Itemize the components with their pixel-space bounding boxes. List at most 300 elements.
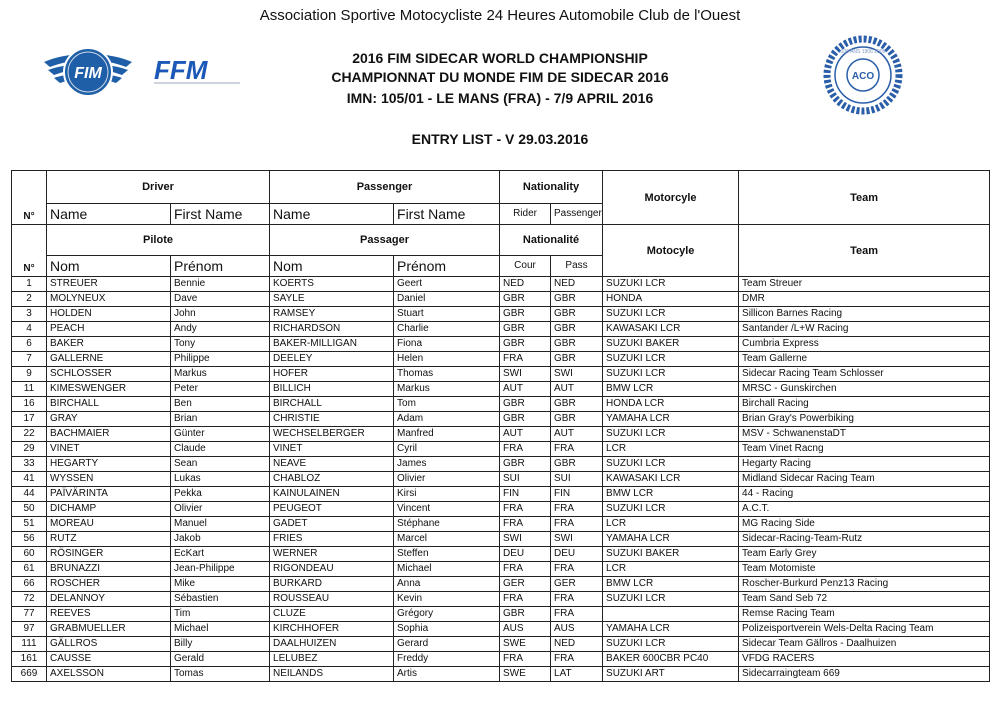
entry-number-cell: 6 — [12, 337, 47, 352]
entry-number-cell: 4 — [12, 322, 47, 337]
table-row — [12, 532, 990, 547]
table-row — [12, 577, 990, 592]
driver-name-cell: PEACH — [47, 322, 171, 337]
table-row — [12, 547, 990, 562]
passenger-name-cell: LELUBEZ — [270, 652, 394, 667]
nat-pass-header: Pass — [551, 256, 603, 277]
passenger-nationality-cell: FRA — [551, 502, 603, 517]
entry-number-cell: 7 — [12, 352, 47, 367]
nat-passenger-header: Passenger — [551, 204, 603, 225]
entry-number-cell: 161 — [12, 652, 47, 667]
passenger-nationality-cell: FRA — [551, 652, 603, 667]
pilote-prenom-header: Prénom — [171, 256, 270, 277]
driver-name-cell: DELANNOY — [47, 592, 171, 607]
entry-list-version: ENTRY LIST - V 29.03.2016 — [411, 131, 589, 147]
rider-nationality-cell: AUT — [500, 382, 551, 397]
driver-name-cell: HEGARTY — [47, 457, 171, 472]
rider-nationality-cell: FRA — [500, 517, 551, 532]
svg-text:100 ANS 1906 2006: 100 ANS 1906 2006 — [840, 49, 886, 55]
driver-name-cell: MOREAU — [47, 517, 171, 532]
entry-number-cell: 2 — [12, 292, 47, 307]
driver-name-cell: DICHAMP — [47, 502, 171, 517]
rider-nationality-cell: GBR — [500, 607, 551, 622]
table-row — [12, 382, 990, 397]
table-row — [12, 502, 990, 517]
rider-nationality-cell: SUI — [500, 472, 551, 487]
table-row — [12, 412, 990, 427]
driver-first-name-cell: Dave — [171, 292, 270, 307]
driver-first-name-cell: Lukas — [171, 472, 270, 487]
passenger-first-name-cell: Charlie — [394, 322, 500, 337]
title-en: 2016 FIM SIDECAR WORLD CHAMPIONSHIP — [352, 50, 648, 66]
svg-text:FFM: FFM — [154, 55, 208, 85]
entries-body — [12, 277, 990, 682]
passenger-first-name-cell: Anna — [394, 577, 500, 592]
passenger-first-name-cell: Vincent — [394, 502, 500, 517]
passenger-first-name-cell: Thomas — [394, 367, 500, 382]
table-row — [12, 337, 990, 352]
passenger-nationality-cell: AUS — [551, 622, 603, 637]
passenger-nationality-cell: GBR — [551, 337, 603, 352]
entry-number-cell: 60 — [12, 547, 47, 562]
passenger-name-cell: KIRCHHOFER — [270, 622, 394, 637]
motorcycle-cell: LCR — [603, 442, 739, 457]
driver-name-cell: RÖSINGER — [47, 547, 171, 562]
team-cell: MG Racing Side — [739, 517, 990, 532]
passenger-name-cell: RIGONDEAU — [270, 562, 394, 577]
rider-nationality-cell: GBR — [500, 457, 551, 472]
team-cell: Team Streuer — [739, 277, 990, 292]
driver-first-name-cell: Sean — [171, 457, 270, 472]
rider-nationality-cell: FRA — [500, 352, 551, 367]
driver-first-name-cell: John — [171, 307, 270, 322]
team-cell: Team Vinet Racng — [739, 442, 990, 457]
rider-nationality-cell: FRA — [500, 442, 551, 457]
pilote-nom-header: Nom — [47, 256, 171, 277]
motorcycle-cell: SUZUKI LCR — [603, 277, 739, 292]
nat-cour-header: Cour — [500, 256, 551, 277]
entry-number-cell: 3 — [12, 307, 47, 322]
team-cell: Team Sand Seb 72 — [739, 592, 990, 607]
driver-first-name-cell: Michael — [171, 622, 270, 637]
motorcycle-cell: SUZUKI LCR — [603, 352, 739, 367]
driver-name-cell: BAKER — [47, 337, 171, 352]
passenger-name-cell: ROUSSEAU — [270, 592, 394, 607]
team-cell: MRSC - Gunskirchen — [739, 382, 990, 397]
passenger-nationality-cell: GER — [551, 577, 603, 592]
driver-name-cell: PAÏVÄRINTA — [47, 487, 171, 502]
driver-first-name-cell: Claude — [171, 442, 270, 457]
svg-text:FIM: FIM — [74, 65, 102, 82]
passenger-first-name-cell: Daniel — [394, 292, 500, 307]
driver-header: Driver — [47, 171, 270, 204]
driver-name-cell: KIMESWENGER — [47, 382, 171, 397]
passenger-first-name-cell: Grégory — [394, 607, 500, 622]
rider-nationality-cell: FRA — [500, 562, 551, 577]
title-fr: CHAMPIONNAT DU MONDE FIM DE SIDECAR 2016 — [331, 69, 669, 85]
motorcycle-cell: BMW LCR — [603, 577, 739, 592]
svg-text:ACO: ACO — [851, 71, 875, 82]
motorcycle-cell: YAMAHA LCR — [603, 622, 739, 637]
passenger-name-cell: GADET — [270, 517, 394, 532]
passenger-first-name-cell: Kirsi — [394, 487, 500, 502]
passenger-nationality-cell: FRA — [551, 592, 603, 607]
motorcycle-cell — [603, 607, 739, 622]
table-row — [12, 472, 990, 487]
passenger-first-name-cell: Sophia — [394, 622, 500, 637]
header-row-en-top — [12, 171, 990, 204]
entry-number-cell: 41 — [12, 472, 47, 487]
motorcycle-cell: HONDA — [603, 292, 739, 307]
table-row — [12, 607, 990, 622]
driver-first-name-header: First Name — [171, 204, 270, 225]
rider-nationality-cell: DEU — [500, 547, 551, 562]
passenger-first-name-cell: James — [394, 457, 500, 472]
driver-first-name-cell: EcKart — [171, 547, 270, 562]
passenger-nationality-cell: AUT — [551, 382, 603, 397]
team-cell: Birchall Racing — [739, 397, 990, 412]
passenger-name-cell: DEELEY — [270, 352, 394, 367]
table-row — [12, 667, 990, 682]
rider-nationality-cell: GBR — [500, 397, 551, 412]
passenger-first-name-header: First Name — [394, 204, 500, 225]
entry-number-cell: 11 — [12, 382, 47, 397]
table-row — [12, 397, 990, 412]
motorcycle-cell: SUZUKI LCR — [603, 427, 739, 442]
rider-nationality-cell: AUT — [500, 427, 551, 442]
table-row — [12, 442, 990, 457]
team-cell: Team Gallerne — [739, 352, 990, 367]
passenger-name-cell: CHRISTIE — [270, 412, 394, 427]
rider-nationality-cell: GBR — [500, 412, 551, 427]
passenger-name-cell: PEUGEOT — [270, 502, 394, 517]
nationalite-header: Nationalité — [500, 225, 603, 256]
rider-nationality-cell: GBR — [500, 292, 551, 307]
driver-name-cell: AXELSSON — [47, 667, 171, 682]
driver-name-header: Name — [47, 204, 171, 225]
rider-nationality-cell: FRA — [500, 652, 551, 667]
motorcycle-cell: SUZUKI LCR — [603, 502, 739, 517]
passenger-name-cell: RICHARDSON — [270, 322, 394, 337]
passenger-name-cell: KAINULAINEN — [270, 487, 394, 502]
team-cell: Team Motomiste — [739, 562, 990, 577]
team-cell: 44 - Racing — [739, 487, 990, 502]
rider-nationality-cell: GER — [500, 577, 551, 592]
table-row — [12, 592, 990, 607]
driver-first-name-cell: Sébastien — [171, 592, 270, 607]
rider-nationality-cell: GBR — [500, 337, 551, 352]
table-row — [12, 427, 990, 442]
entry-number-cell: 111 — [12, 637, 47, 652]
driver-name-cell: MOLYNEUX — [47, 292, 171, 307]
passenger-header: Passenger — [270, 171, 500, 204]
passenger-nationality-cell: GBR — [551, 352, 603, 367]
table-row — [12, 277, 990, 292]
motorcycle-cell: LCR — [603, 562, 739, 577]
team-cell: Brian Gray's Powerbiking — [739, 412, 990, 427]
driver-first-name-cell: Tomas — [171, 667, 270, 682]
passenger-first-name-cell: Markus — [394, 382, 500, 397]
rider-nationality-cell: NED — [500, 277, 551, 292]
driver-first-name-cell: Ben — [171, 397, 270, 412]
passenger-first-name-cell: Kevin — [394, 592, 500, 607]
passenger-nationality-cell: FIN — [551, 487, 603, 502]
passenger-nationality-cell: SWI — [551, 367, 603, 382]
rider-nationality-cell: SWI — [500, 367, 551, 382]
motorcycle-cell: BMW LCR — [603, 382, 739, 397]
passenger-nationality-cell: FRA — [551, 607, 603, 622]
rider-nationality-cell: FRA — [500, 592, 551, 607]
rider-nationality-cell: GBR — [500, 307, 551, 322]
motorcycle-cell: SUZUKI BAKER — [603, 337, 739, 352]
motorcycle-cell: SUZUKI LCR — [603, 637, 739, 652]
team-cell: Sidecarraingteam 669 — [739, 667, 990, 682]
passenger-first-name-cell: Geert — [394, 277, 500, 292]
team-cell: Cumbria Express — [739, 337, 990, 352]
passenger-first-name-cell: Gerard — [394, 637, 500, 652]
driver-name-cell: GALLERNE — [47, 352, 171, 367]
team-cell: MSV - SchwanenstaDT — [739, 427, 990, 442]
rider-nationality-cell: AUS — [500, 622, 551, 637]
entry-number-cell: 16 — [12, 397, 47, 412]
ffm-logo — [150, 55, 246, 89]
table-row — [12, 352, 990, 367]
motorcycle-cell: YAMAHA LCR — [603, 412, 739, 427]
passenger-first-name-cell: Stéphane — [394, 517, 500, 532]
passenger-first-name-cell: Tom — [394, 397, 500, 412]
driver-name-cell: RUTZ — [47, 532, 171, 547]
motorcycle-cell: SUZUKI LCR — [603, 457, 739, 472]
motorcycle-cell: LCR — [603, 517, 739, 532]
driver-first-name-cell: Billy — [171, 637, 270, 652]
passenger-name-cell: VINET — [270, 442, 394, 457]
entry-number-cell: 9 — [12, 367, 47, 382]
passenger-name-cell: BIRCHALL — [270, 397, 394, 412]
driver-first-name-cell: Günter — [171, 427, 270, 442]
motorcycle-cell: SUZUKI LCR — [603, 307, 739, 322]
table-row — [12, 292, 990, 307]
passager-header: Passager — [270, 225, 500, 256]
passenger-name-header: Name — [270, 204, 394, 225]
driver-first-name-cell: Mike — [171, 577, 270, 592]
passenger-name-cell: SAYLE — [270, 292, 394, 307]
passenger-nationality-cell: NED — [551, 637, 603, 652]
motorcycle-cell: HONDA LCR — [603, 397, 739, 412]
passenger-name-cell: BAKER-MILLIGAN — [270, 337, 394, 352]
entry-number-cell: 22 — [12, 427, 47, 442]
driver-first-name-cell: Philippe — [171, 352, 270, 367]
driver-name-cell: GÄLLROS — [47, 637, 171, 652]
passenger-first-name-cell: Manfred — [394, 427, 500, 442]
motorcycle-cell: KAWASAKI LCR — [603, 472, 739, 487]
driver-first-name-cell: Pekka — [171, 487, 270, 502]
driver-name-cell: REEVES — [47, 607, 171, 622]
motorcycle-cell: YAMAHA LCR — [603, 532, 739, 547]
driver-first-name-cell: Peter — [171, 382, 270, 397]
passenger-nationality-cell: GBR — [551, 457, 603, 472]
passenger-nationality-cell: NED — [551, 277, 603, 292]
entry-number-cell: 66 — [12, 577, 47, 592]
driver-name-cell: GRAY — [47, 412, 171, 427]
driver-name-cell: ROSCHER — [47, 577, 171, 592]
passenger-nationality-cell: GBR — [551, 307, 603, 322]
driver-first-name-cell: Jean-Philippe — [171, 562, 270, 577]
rider-nationality-cell: FRA — [500, 502, 551, 517]
passenger-first-name-cell: Steffen — [394, 547, 500, 562]
entry-list-table — [11, 170, 990, 682]
driver-first-name-cell: Jakob — [171, 532, 270, 547]
motorcycle-cell: SUZUKI LCR — [603, 367, 739, 382]
passenger-first-name-cell: Michael — [394, 562, 500, 577]
driver-name-cell: HOLDEN — [47, 307, 171, 322]
passenger-first-name-cell: Cyril — [394, 442, 500, 457]
driver-name-cell: SCHLOSSER — [47, 367, 171, 382]
table-row — [12, 487, 990, 502]
passenger-nationality-cell: GBR — [551, 397, 603, 412]
passenger-first-name-cell: Adam — [394, 412, 500, 427]
pilote-header: Pilote — [47, 225, 270, 256]
table-row — [12, 457, 990, 472]
passenger-name-cell: BURKARD — [270, 577, 394, 592]
table-row — [12, 517, 990, 532]
header-row-fr-top — [12, 225, 990, 256]
passenger-first-name-cell: Fiona — [394, 337, 500, 352]
passenger-name-cell: BILLICH — [270, 382, 394, 397]
passenger-nationality-cell: FRA — [551, 517, 603, 532]
driver-name-cell: CAUSSE — [47, 652, 171, 667]
motorcycle-cell: KAWASAKI LCR — [603, 322, 739, 337]
driver-first-name-cell: Markus — [171, 367, 270, 382]
passenger-first-name-cell: Stuart — [394, 307, 500, 322]
passenger-name-cell: NEILANDS — [270, 667, 394, 682]
rider-nationality-cell: SWI — [500, 532, 551, 547]
entry-number-cell: 72 — [12, 592, 47, 607]
table-row — [12, 307, 990, 322]
passenger-nationality-cell: AUT — [551, 427, 603, 442]
passenger-first-name-cell: Artis — [394, 667, 500, 682]
passenger-name-cell: CLUZE — [270, 607, 394, 622]
no-header: N° — [12, 171, 47, 225]
entry-number-cell: 44 — [12, 487, 47, 502]
passenger-name-cell: FRIES — [270, 532, 394, 547]
motorcycle-cell: SUZUKI ART — [603, 667, 739, 682]
driver-first-name-cell: Manuel — [171, 517, 270, 532]
team-cell: A.C.T. — [739, 502, 990, 517]
entry-number-cell: 97 — [12, 622, 47, 637]
passenger-name-cell: HOFER — [270, 367, 394, 382]
team-cell: Sillicon Barnes Racing — [739, 307, 990, 322]
passenger-nationality-cell: DEU — [551, 547, 603, 562]
rider-nationality-cell: SWE — [500, 637, 551, 652]
team-cell: Sidecar Team Gällros - Daalhuizen — [739, 637, 990, 652]
entry-number-cell: 29 — [12, 442, 47, 457]
driver-first-name-cell: Bennie — [171, 277, 270, 292]
table-row — [12, 652, 990, 667]
passenger-nationality-cell: LAT — [551, 667, 603, 682]
fim-logo — [42, 40, 134, 106]
entry-number-cell: 50 — [12, 502, 47, 517]
motocyle-header: Motocyle — [603, 225, 739, 277]
entry-number-cell: 61 — [12, 562, 47, 577]
team-cell: Hegarty Racing — [739, 457, 990, 472]
driver-first-name-cell: Tony — [171, 337, 270, 352]
passenger-name-cell: CHABLOZ — [270, 472, 394, 487]
passenger-name-cell: NEAVE — [270, 457, 394, 472]
motorcycle-cell: BAKER 600CBR PC40 — [603, 652, 739, 667]
team-cell: Team Early Grey — [739, 547, 990, 562]
driver-first-name-cell: Olivier — [171, 502, 270, 517]
passenger-nationality-cell: SWI — [551, 532, 603, 547]
passenger-nationality-cell: GBR — [551, 322, 603, 337]
team-header-fr: Team — [739, 225, 990, 277]
passenger-nationality-cell: GBR — [551, 412, 603, 427]
passenger-nationality-cell: SUI — [551, 472, 603, 487]
driver-first-name-cell: Brian — [171, 412, 270, 427]
passenger-name-cell: DAALHUIZEN — [270, 637, 394, 652]
driver-name-cell: BACHMAIER — [47, 427, 171, 442]
passenger-name-cell: WERNER — [270, 547, 394, 562]
team-cell: DMR — [739, 292, 990, 307]
entry-number-cell: 669 — [12, 667, 47, 682]
driver-first-name-cell: Gerald — [171, 652, 270, 667]
driver-first-name-cell: Andy — [171, 322, 270, 337]
motorcycle-cell: SUZUKI BAKER — [603, 547, 739, 562]
team-cell: Sidecar Racing Team Schlosser — [739, 367, 990, 382]
passenger-name-cell: WECHSELBERGER — [270, 427, 394, 442]
entry-number-cell: 77 — [12, 607, 47, 622]
driver-name-cell: STREUER — [47, 277, 171, 292]
team-cell: Santander /L+W Racing — [739, 322, 990, 337]
driver-name-cell: VINET — [47, 442, 171, 457]
motorcycle-cell: SUZUKI LCR — [603, 592, 739, 607]
table-row — [12, 322, 990, 337]
passenger-first-name-cell: Olivier — [394, 472, 500, 487]
driver-name-cell: WYSSEN — [47, 472, 171, 487]
passenger-first-name-cell: Helen — [394, 352, 500, 367]
nat-rider-header: Rider — [500, 204, 551, 225]
passenger-first-name-cell: Marcel — [394, 532, 500, 547]
passager-prenom-header: Prénom — [394, 256, 500, 277]
table-row — [12, 622, 990, 637]
passenger-name-cell: KOERTS — [270, 277, 394, 292]
passenger-nationality-cell: FRA — [551, 442, 603, 457]
team-cell: Sidecar-Racing-Team-Rutz — [739, 532, 990, 547]
table-row — [12, 637, 990, 652]
team-cell: VFDG RACERS — [739, 652, 990, 667]
rider-nationality-cell: SWE — [500, 667, 551, 682]
entry-number-cell: 56 — [12, 532, 47, 547]
driver-name-cell: BRUNAZZI — [47, 562, 171, 577]
passenger-nationality-cell: GBR — [551, 292, 603, 307]
passenger-first-name-cell: Freddy — [394, 652, 500, 667]
rider-nationality-cell: GBR — [500, 322, 551, 337]
passenger-nationality-cell: FRA — [551, 562, 603, 577]
entry-number-cell: 1 — [12, 277, 47, 292]
driver-name-cell: GRABMUELLER — [47, 622, 171, 637]
motorcycle-cell: BMW LCR — [603, 487, 739, 502]
no-header-fr: N° — [12, 225, 47, 277]
table-row — [12, 562, 990, 577]
entry-number-cell: 17 — [12, 412, 47, 427]
table-row — [12, 367, 990, 382]
organizer-name: Association Sportive Motocycliste 24 Heures Automobile Club de l'Ouest — [259, 7, 741, 24]
team-header: Team — [739, 171, 990, 225]
team-cell: Remse Racing Team — [739, 607, 990, 622]
passager-nom-header: Nom — [270, 256, 394, 277]
entry-number-cell: 33 — [12, 457, 47, 472]
team-cell: Midland Sidecar Racing Team — [739, 472, 990, 487]
team-cell: Roscher-Burkurd Penz13 Racing — [739, 577, 990, 592]
